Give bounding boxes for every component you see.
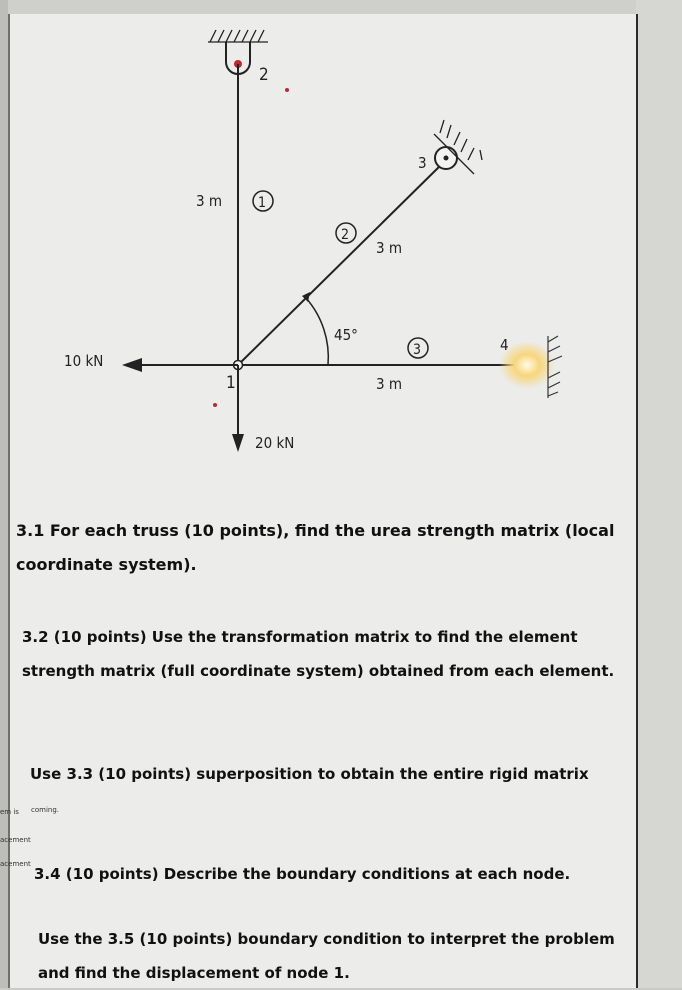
question-3-5-line-2: and find the displacement of node 1. xyxy=(38,964,350,982)
question-3-1 xyxy=(16,514,616,582)
question-3-3-line-1: Use 3.3 (10 points) superposition to obtain the entire rigid matrix xyxy=(30,765,589,783)
question-3-2-line-2: strength matrix (full coordinate system) obtained from each element. xyxy=(22,662,615,680)
red-dot xyxy=(285,88,289,92)
node-label-4: 4 xyxy=(500,336,509,354)
load-label-20kN: 20 kN xyxy=(255,434,295,452)
red-dot-lower xyxy=(213,403,217,407)
length-member-1: 3 m xyxy=(196,192,223,210)
arrowhead-down-icon xyxy=(232,434,244,452)
question-3-2 xyxy=(22,620,622,688)
question-3-2-line-1: 3.2 (10 points) Use the transformation matrix to find the element xyxy=(22,628,578,646)
side-fragment-2: coming. xyxy=(31,806,59,814)
question-3-5 xyxy=(38,922,628,990)
question-3-5-line-1: Use the 3.5 (10 points) boundary condition to interpret the problem xyxy=(38,930,615,948)
question-3-1-line-1: 3.1 For each truss (10 points), find the urea strength matrix (local xyxy=(16,521,615,540)
element-label-1: 1 xyxy=(258,195,267,211)
question-3-1-line-2: coordinate system). xyxy=(16,555,197,574)
node-label-3: 3 xyxy=(418,154,427,172)
top-support-hatch xyxy=(208,30,268,42)
element-label-2: 2 xyxy=(341,227,350,243)
load-label-10kN: 10 kN xyxy=(64,352,104,370)
node-label-2: 2 xyxy=(259,65,269,85)
side-fragment-4: acement xyxy=(0,860,31,868)
length-member-3: 3 m xyxy=(376,375,403,393)
side-fragment-3: acement xyxy=(0,836,31,844)
element-label-3: 3 xyxy=(413,342,422,358)
angle-label: 45° xyxy=(334,326,358,344)
side-fragment-1: em is xyxy=(0,808,19,816)
node-label-1: 1 xyxy=(226,373,236,393)
arrowhead-left-icon xyxy=(122,358,142,372)
angle-arc xyxy=(306,298,328,365)
question-3-4-line-1: 3.4 (10 points) Describe the boundary conditions at each node. xyxy=(34,865,571,883)
pin-node-3 xyxy=(444,156,449,161)
length-member-2: 3 m xyxy=(376,239,403,257)
question-3-4 xyxy=(34,857,624,891)
question-3-3 xyxy=(30,757,630,791)
